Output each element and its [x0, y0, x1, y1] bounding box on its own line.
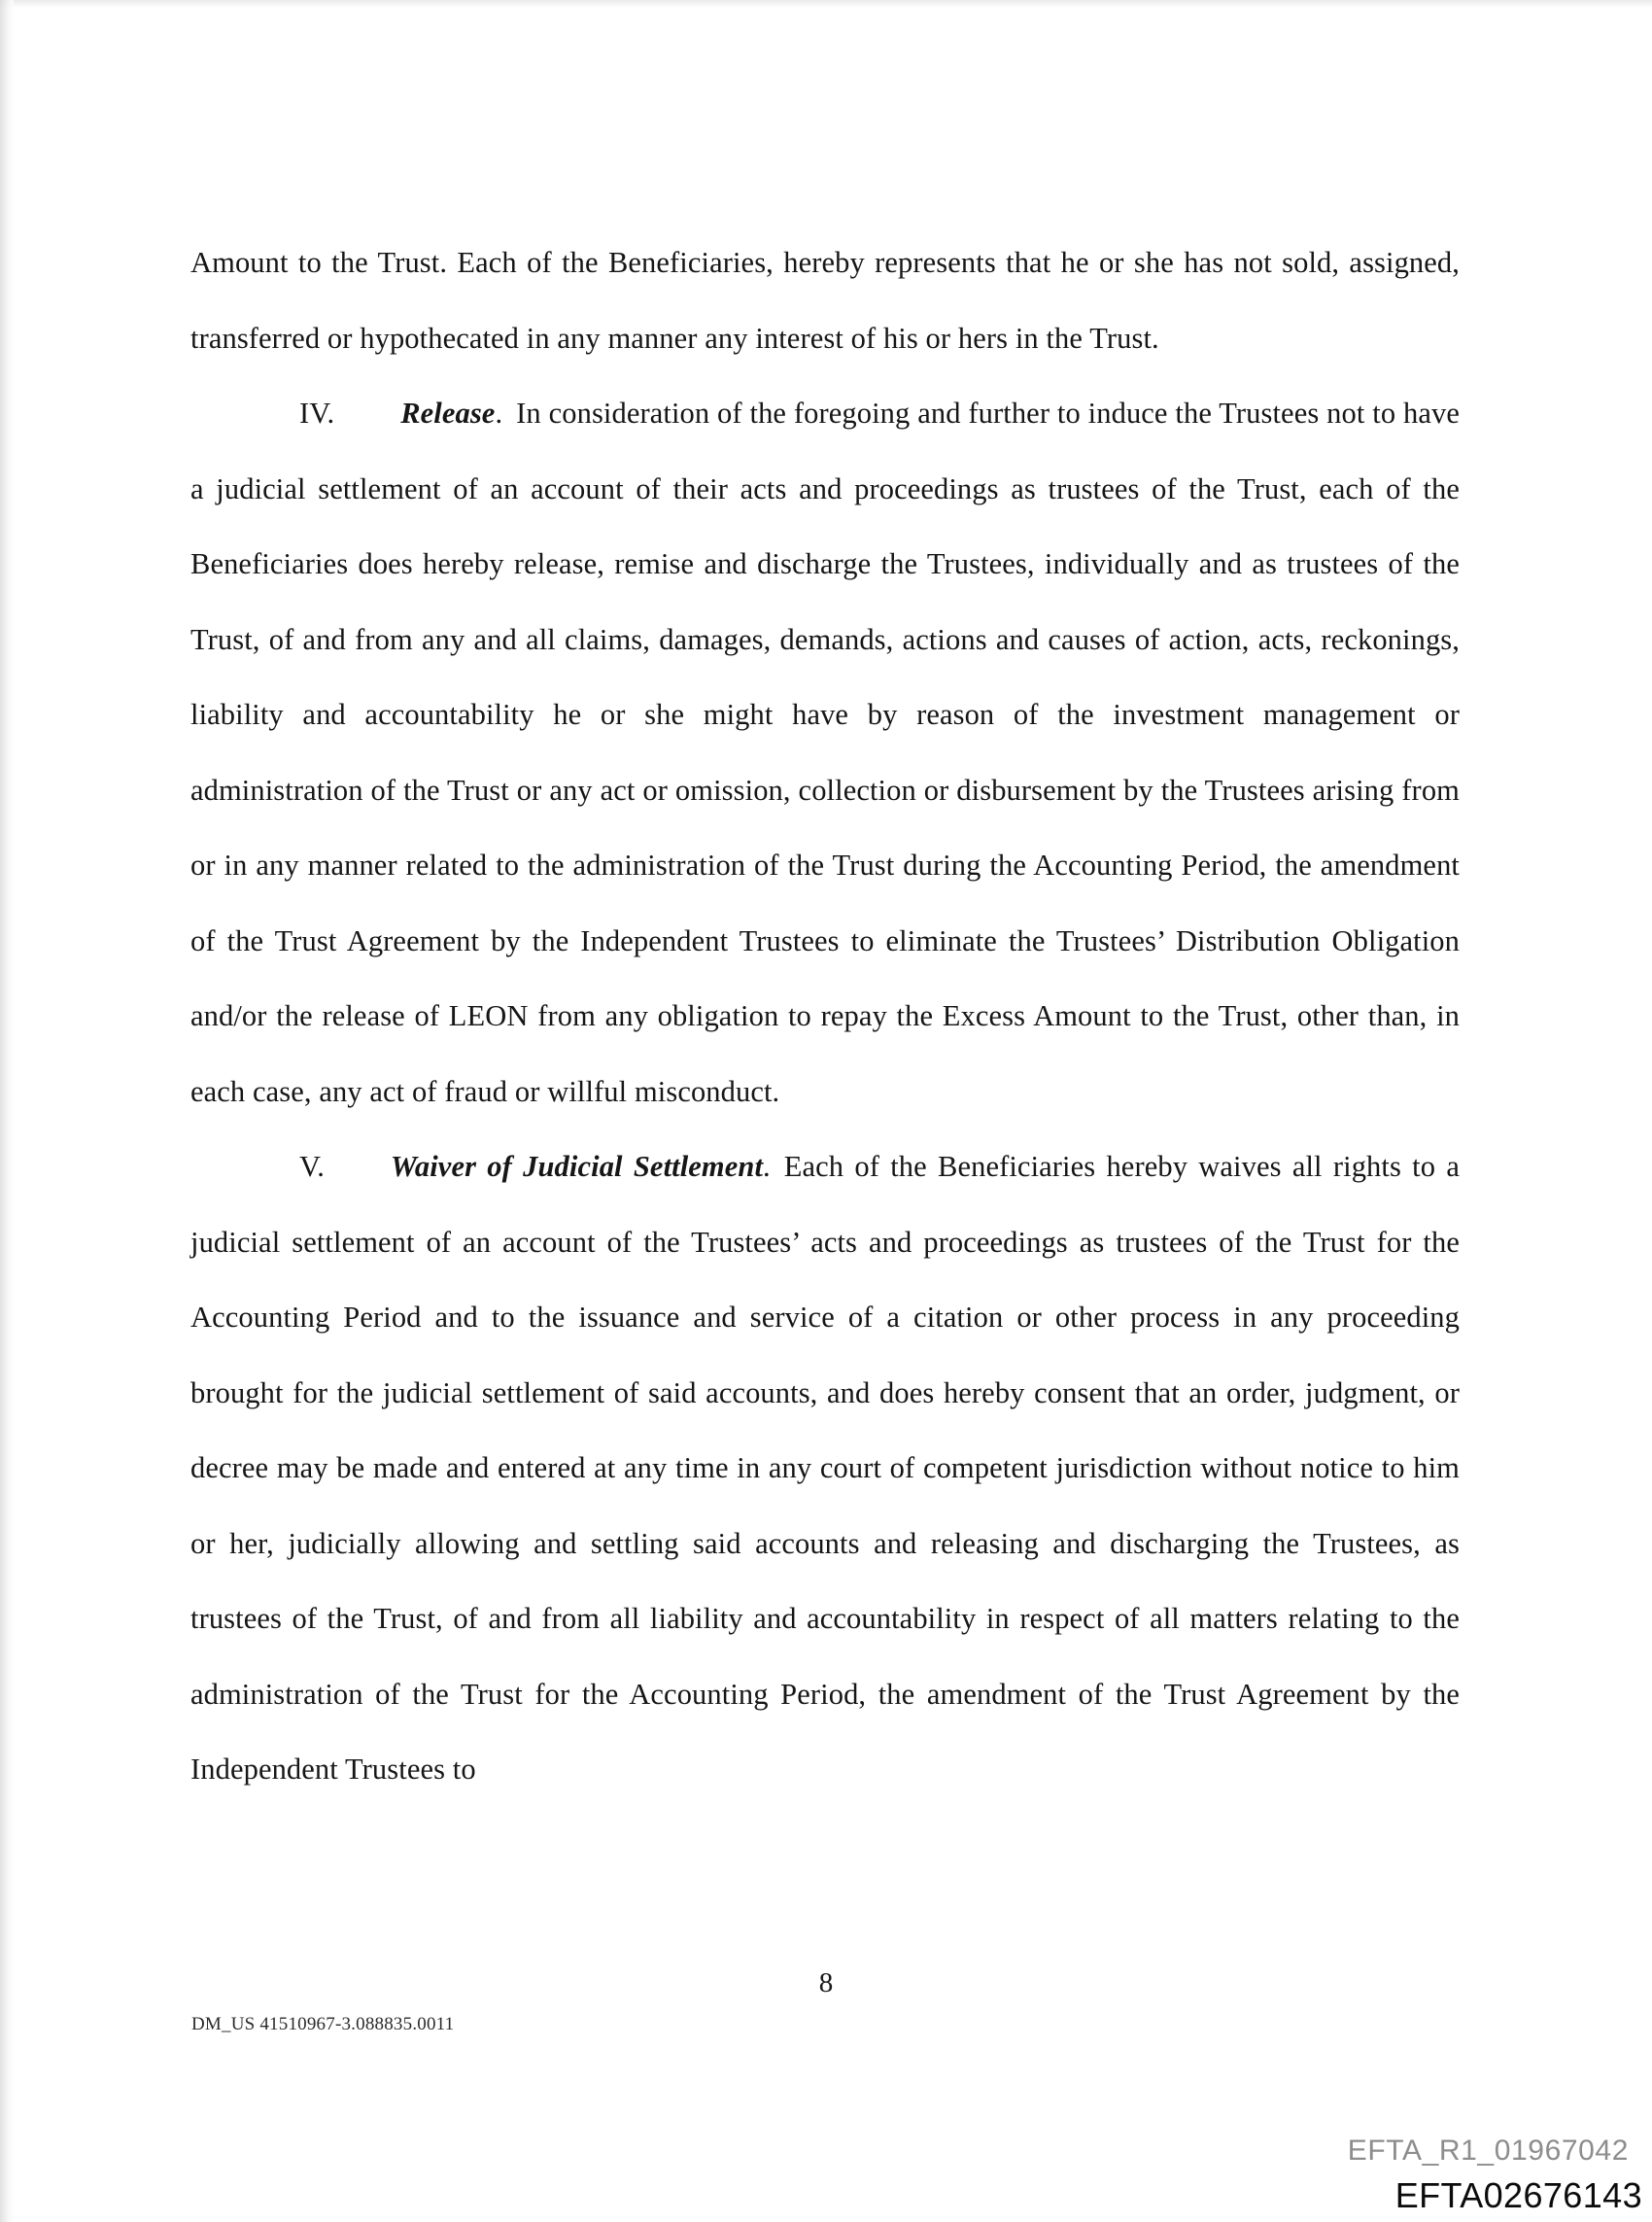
section-body-waiver: Each of the Beneficiaries hereby waives all rights to a judicial settlement of an account of the Trustees’ acts and proceedings as trustees of the Trust for the Accounting Period and to the issuance and service of a citation or other process in any proceeding brought for the judicial settlement of said accounts, and does hereby consent that an order, judgment, or decree may be made and entered at any time in any court of competent jurisdiction without notice to him or her, judicially allowing and settling said accounts and releasing and discharging the Trustees, as trustees of the Trust, of and from all liability and accountability in respect of all matters relating to the administration of the Trust for the Accounting Period, the amendment of the Trust Agreement by the Independent Trustees to: [190, 1150, 1460, 1786]
document-reference-footer: DM_US 41510967-3.088835.0011: [191, 2014, 455, 2034]
paragraph-continued-text: Amount to the Trust. Each of the Beneficiaries, hereby represents that he or she has not sold, assigned, transferred or hypothecated in any manner any interest of his or hers in the Trust.: [190, 246, 1460, 355]
section-waiver-of-judicial-settlement: [190, 1129, 1460, 1808]
document-body: [190, 226, 1460, 1808]
section-heading-terminator-iv: .: [495, 397, 503, 430]
section-numeral-iv: IV.: [299, 397, 335, 430]
section-heading-waiver: Waiver of Judicial Settlement: [390, 1150, 764, 1183]
page-number: 8: [818, 1967, 834, 1998]
section-body-release: In consideration of the foregoing and further to induce the Trustees not to have a judicial settlement of an account of their acts and proceedings as trustees of the Trust, each of the Beneficiaries does hereby release, remise and discharge the Trustees, individually and as trustees of the Trust, of and from any and all claims, damages, demands, actions and causes of action, acts, reckonings, liability and accountability he or she might have by reason of the investment management or administration of the Trust or any act or omission, collection or disbursement by the Trustees arising from or in any manner related to the administration of the Trust during the Accounting Period, the amendment of the Trust Agreement by the Independent Trustees to eliminate the Trustees’ Distribution Obligation and/or the release of LEON from any obligation to repay the Excess Amount to the Trust, other than, in each case, any act of fraud or willful misconduct.: [190, 397, 1460, 1108]
scan-edge-top: [0, 0, 1652, 8]
paragraph-continued: [190, 226, 1460, 376]
bates-stamp-upper: EFTA_R1_01967042: [1347, 2135, 1629, 2167]
section-heading-terminator-v: .: [763, 1150, 771, 1183]
section-numeral-v: V.: [299, 1150, 325, 1183]
section-release: [190, 376, 1460, 1129]
bates-stamp-lower: EFTA02676143: [1394, 2175, 1642, 2215]
scan-edge-left: [0, 0, 14, 2222]
section-heading-release: Release: [400, 397, 496, 430]
